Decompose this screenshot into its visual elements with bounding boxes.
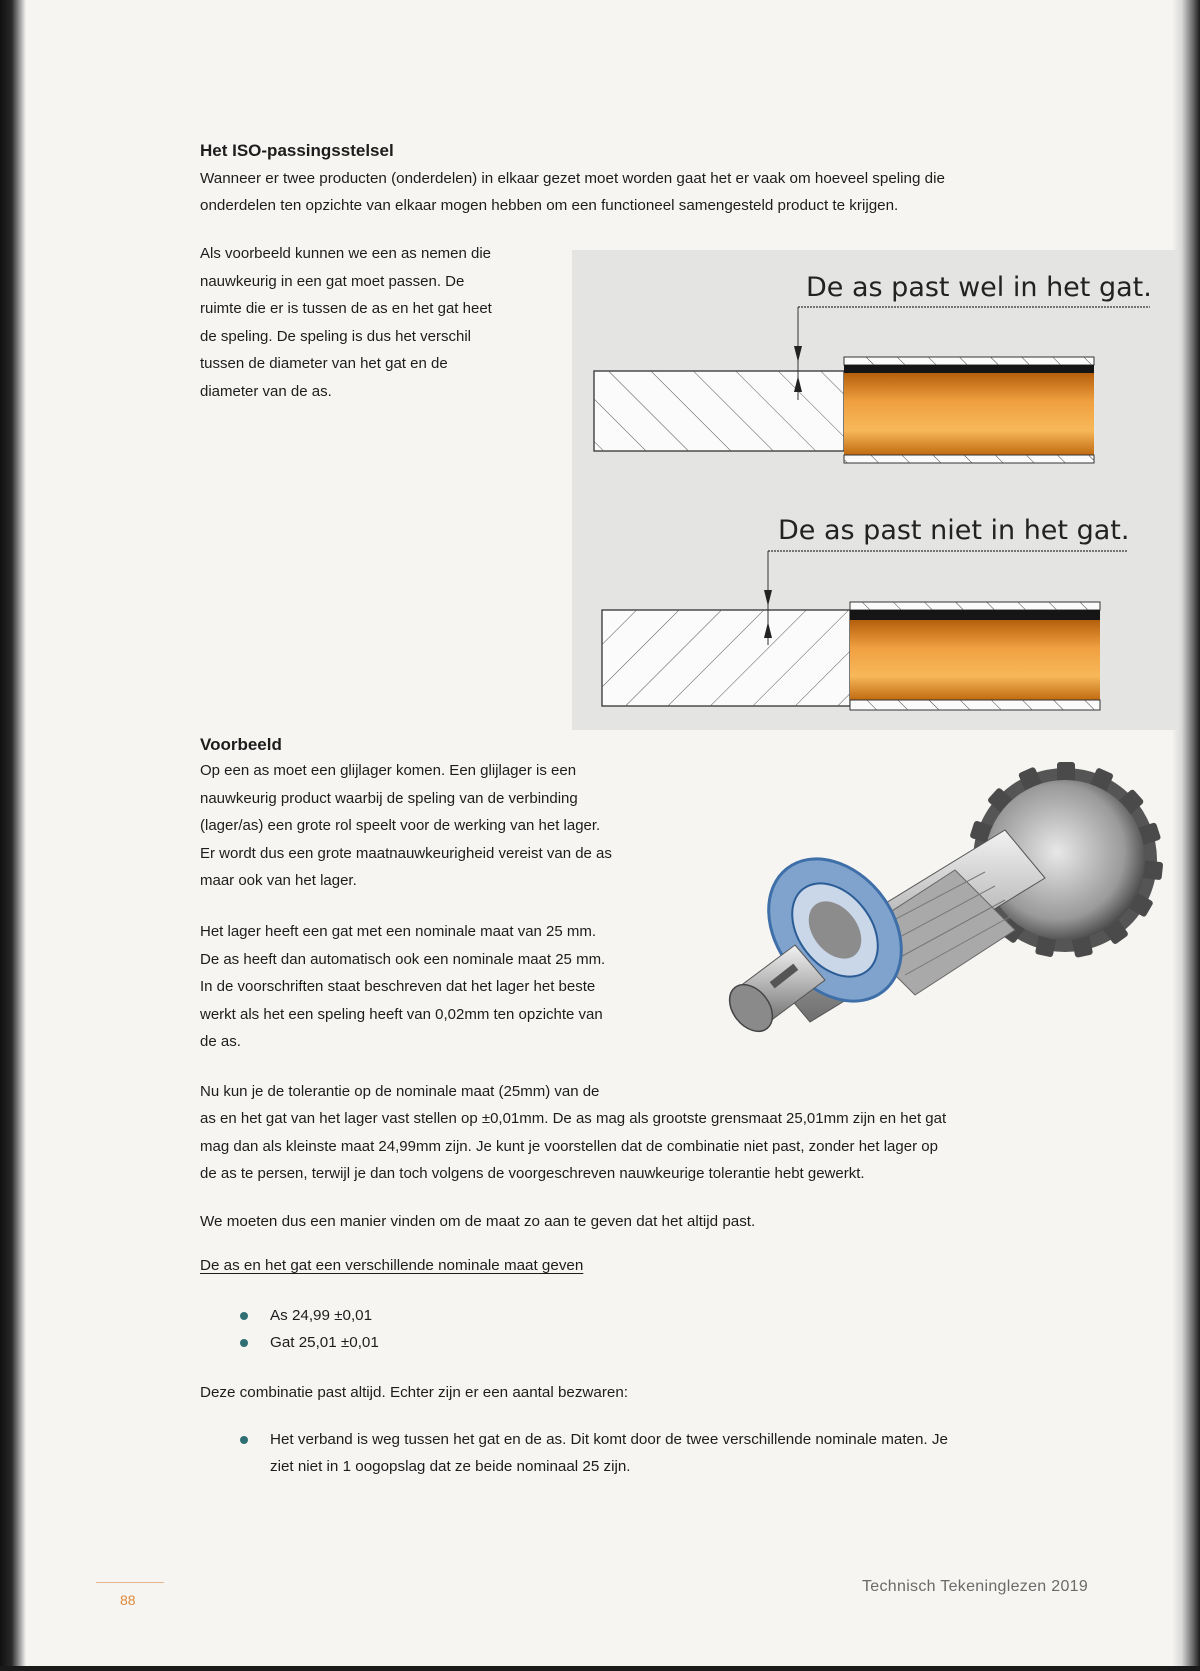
intro-line-2: onderdelen ten opzichte van elkaar mogen hebben om een functioneel samengesteld product te krijgen. (200, 197, 899, 214)
fit-diagram-figure (572, 250, 1178, 730)
speling-line: ruimte die er is tussen de as en het gat heet (200, 300, 492, 317)
paragraph-line: Er wordt dus een grote maatnauwkeurigheid vereist van de as (200, 844, 612, 862)
bush-bore-fits (844, 365, 1094, 373)
bullet-text: Gat 25,01 ±0,01 (270, 1334, 379, 1351)
paragraph-line: mag dan als kleinste maat 24,99mm zijn. Je kunt je voorstellen dat de combinatie niet past, zonder het lager op (200, 1137, 938, 1155)
paragraph-line: (lager/as) een grote rol speelt voor de werking van het lager. (200, 817, 601, 834)
speling-line: tussen de diameter van het gat en de (200, 355, 448, 372)
footer-rule (96, 1582, 164, 1583)
bush-bore-not-fits (850, 610, 1100, 620)
page-number: 88 (120, 1592, 136, 1608)
voorbeeld-paragraph-1 (200, 757, 720, 895)
paragraph-line: nauwkeurig product waarbij de speling van de verbinding (200, 789, 578, 807)
paragraph-line: maar ook van het lager. (200, 872, 357, 889)
section-heading-voorbeeld: Voorbeeld (200, 735, 282, 754)
bush-body-fits (844, 373, 1094, 455)
bullet-text: As 24,99 ±0,01 (270, 1307, 373, 1324)
objections-bullet-list (238, 1426, 1118, 1480)
paragraph-line: de as te persen, terwijl je dan toch volgens de voorgeschreven nauwkeurige tolerantie hebt gewerkt. (200, 1165, 865, 1182)
subheading-different-nominal: De as en het gat een verschillende nominale maat geven (200, 1257, 584, 1274)
paragraph-line: Op een as moet een glijlager komen. Een glijlager is een (200, 762, 577, 779)
speling-line: nauwkeurig in een gat moet passen. De (200, 272, 465, 290)
tolerance-bullet-list (238, 1302, 379, 1356)
bush-bottom-hatch-not-fits (850, 700, 1100, 710)
speling-line: diameter van de as. (200, 382, 332, 400)
shaft-hatch-fits (594, 371, 844, 451)
paragraph-line: de as. (200, 1033, 241, 1050)
bush-top-hatch-fits (844, 357, 1094, 365)
bullet-item-as (238, 1302, 379, 1329)
footer-book-title: Technisch Tekeninglezen 2019 (862, 1578, 1089, 1595)
bullet-item-gat (238, 1329, 379, 1356)
paragraph-line: De as heeft dan automatisch ook een nominale maat 25 mm. (200, 950, 606, 968)
scan-edge-bottom (0, 1666, 1200, 1671)
method-sentence: We moeten dus een manier vinden om de maat zo aan te geven dat het altijd past. (200, 1213, 756, 1230)
fit-diagram-svg (572, 250, 1178, 730)
objections-sentence: Deze combinatie past altijd. Echter zijn er een aantal bezwaren: (200, 1384, 629, 1401)
scan-edge-left (0, 0, 26, 1671)
bush-top-hatch-not-fits (850, 602, 1100, 610)
bush-body-not-fits (850, 620, 1100, 700)
paragraph-line: werkt als het een speling heeft van 0,02mm ten opzichte van (200, 1005, 603, 1023)
paragraph-line: In de voorschriften staat beschreven dat het lager het beste (200, 978, 596, 995)
intro-line-1: Wanneer er twee producten (onderdelen) in elkaar gezet moet worden gaat het er vaak om hoeveel speling die (200, 170, 945, 187)
bush-bottom-hatch-fits (844, 455, 1094, 463)
gear-shaft-illustration (725, 760, 1170, 1070)
interference-arrow-down-icon (764, 590, 772, 606)
paragraph-line: as en het gat van het lager vast stellen op ±0,01mm. De as mag als grootste grensmaat 25,01mm zijn en het gat (200, 1110, 947, 1127)
speling-line: de speling. De speling is dus het verschil (200, 327, 471, 345)
bullet-dot-icon (240, 1312, 248, 1320)
tolerance-first-line: Nu kun je de tolerantie op de nominale maat (25mm) van de (200, 1083, 600, 1100)
bullet-dot-icon (240, 1339, 248, 1347)
speling-line: Als voorbeeld kunnen we een as nemen die (200, 245, 492, 262)
bullet-dot-icon (240, 1436, 248, 1444)
clearance-arrow-down-icon (794, 346, 802, 362)
voorbeeld-paragraph-2 (200, 918, 720, 1056)
shaft-hatch-not-fits (602, 610, 850, 706)
tolerance-paragraph (200, 1105, 1130, 1188)
caption-fits: De as past wel in het gat. (806, 272, 1152, 303)
bullet-item-objection (238, 1426, 1118, 1480)
speling-paragraph (200, 240, 570, 405)
section-heading-iso: Het ISO-passingsstelsel (200, 141, 394, 160)
bullet-text: Het verband is weg tussen het gat en de as. Dit komt door de twee verschillende nominale maten. Je (270, 1431, 948, 1448)
bullet-text: ziet niet in 1 oogopslag dat ze beide nominaal 25 zijn. (270, 1458, 631, 1475)
paragraph-line: Het lager heeft een gat met een nominale maat van 25 mm. (200, 923, 597, 940)
caption-not-fits: De as past niet in het gat. (778, 515, 1130, 546)
